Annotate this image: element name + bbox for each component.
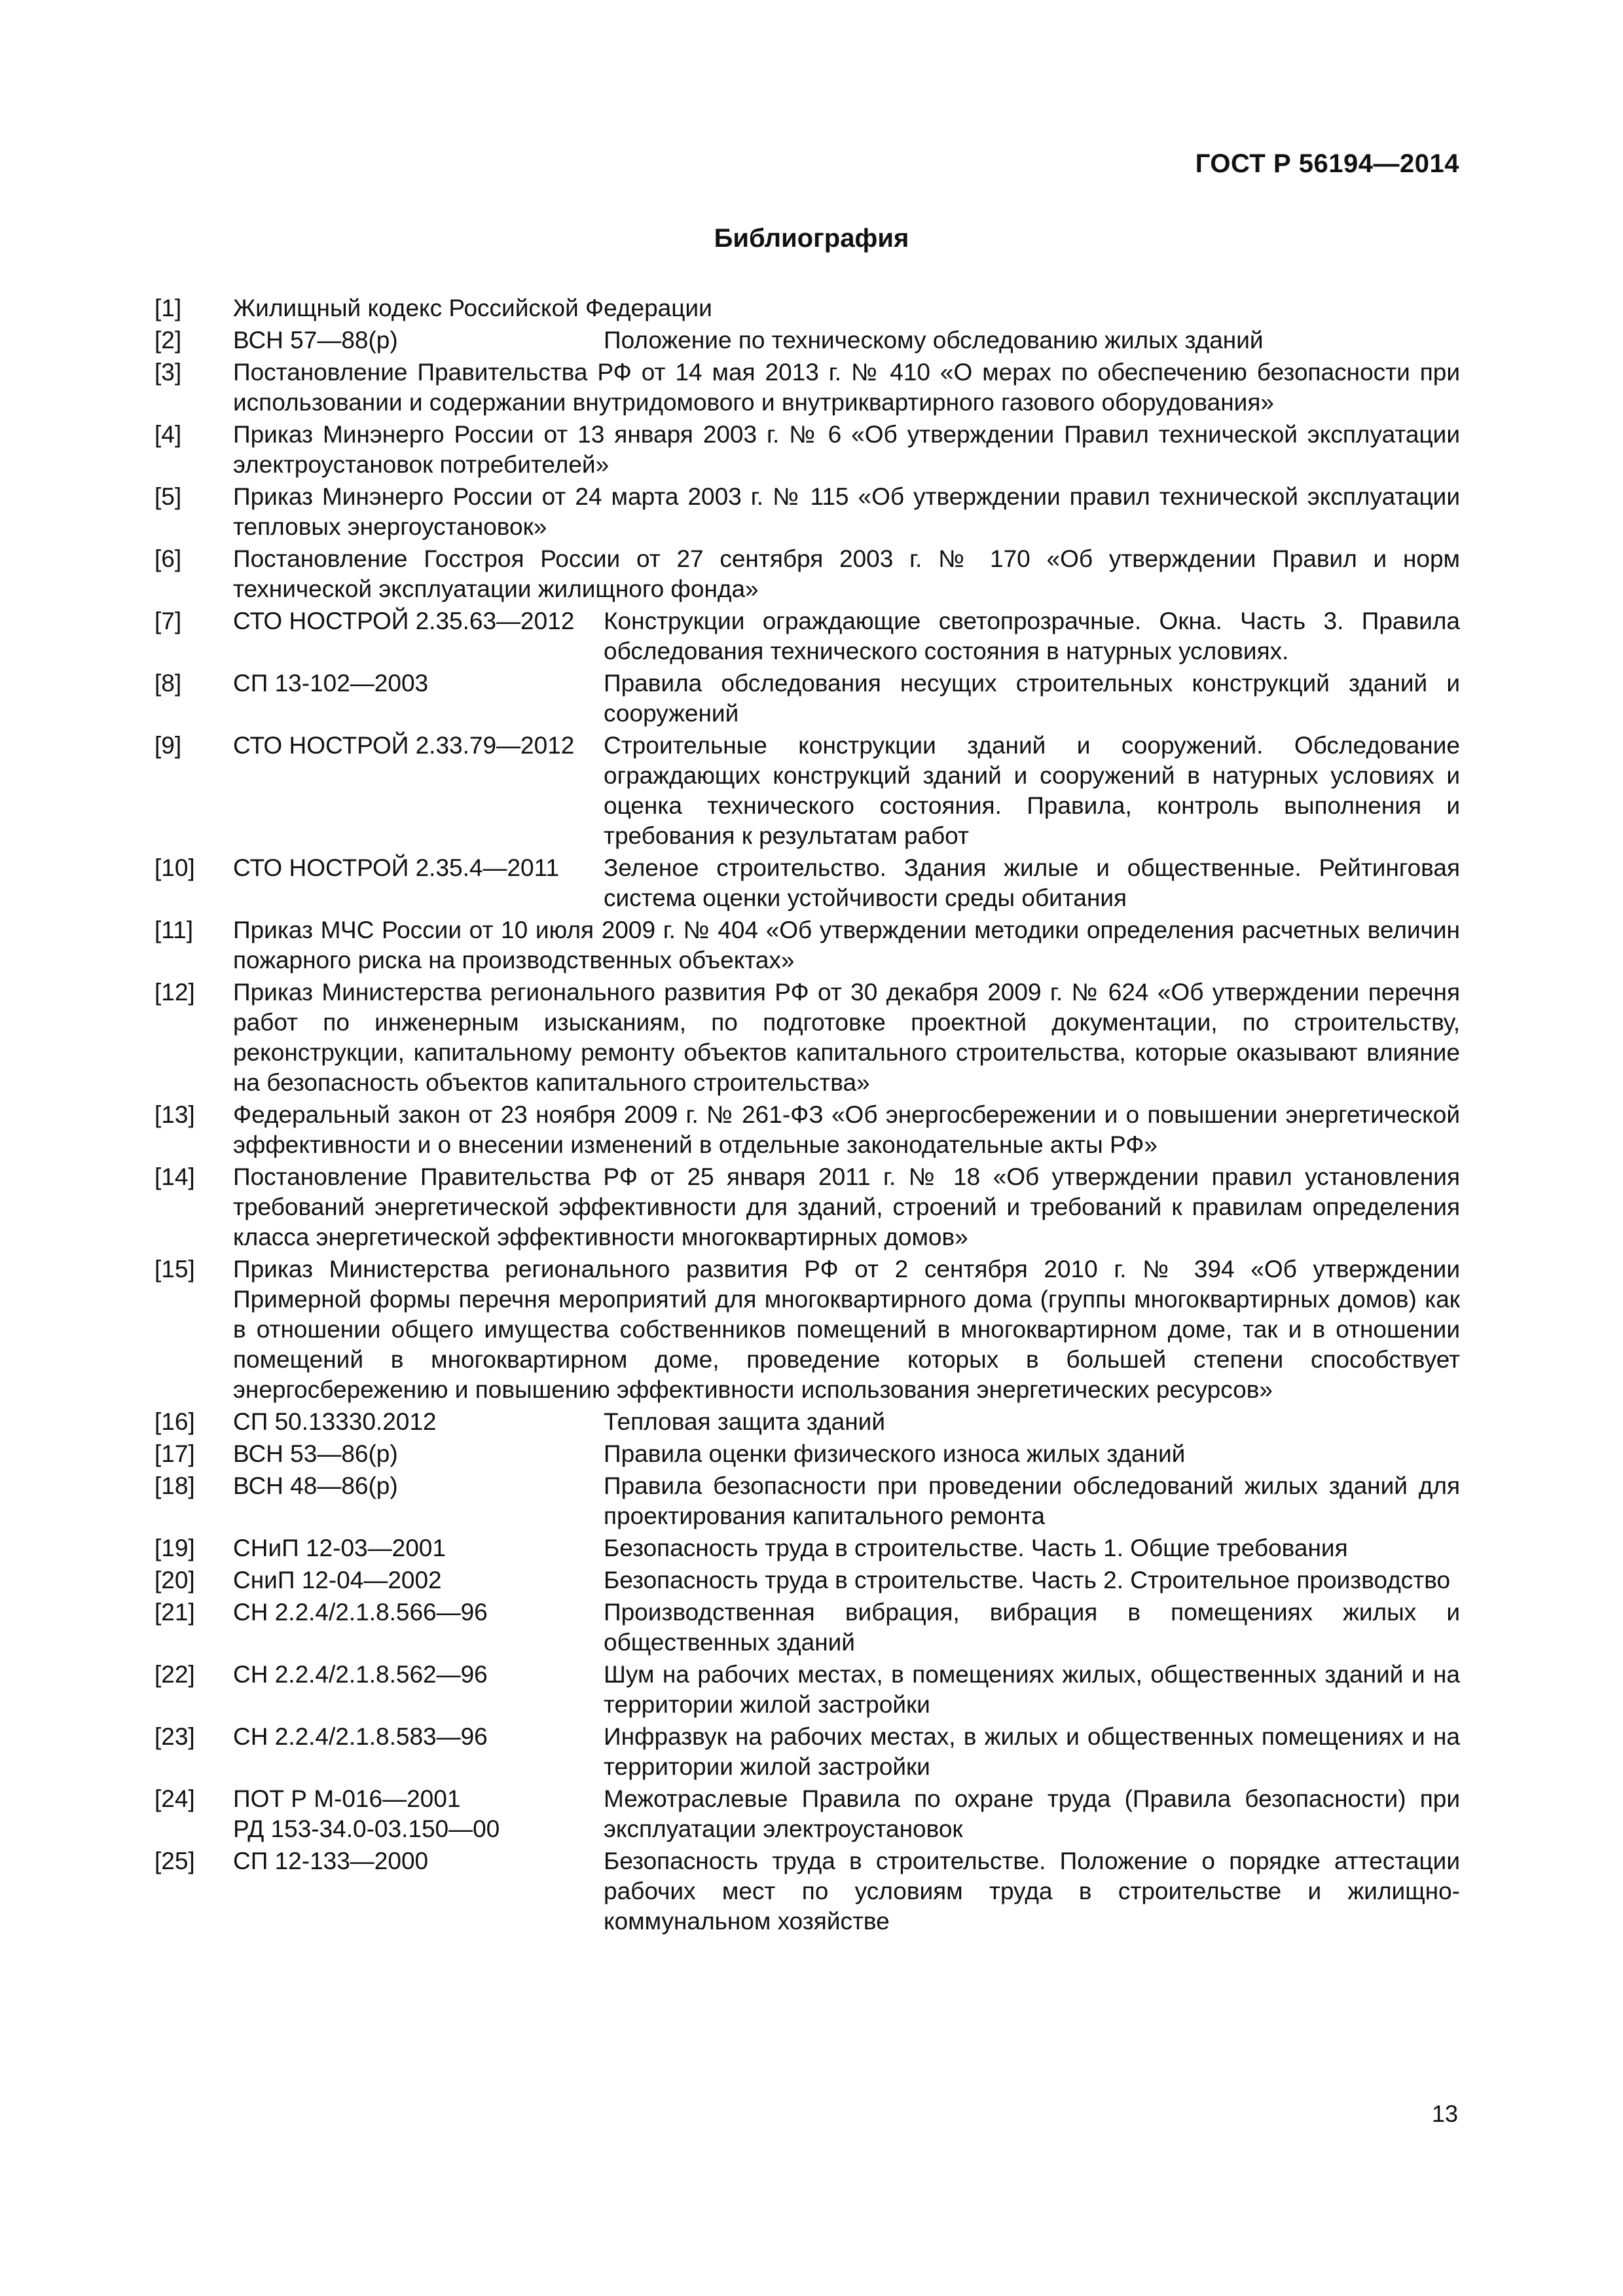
entry-code-group: [233, 1784, 604, 1844]
entry-text: Приказ Минэнерго России от 13 января 2003 г. № 6 «Об утверждении Правил технической эксплуатации электроустановок потребителей»: [233, 421, 1460, 478]
entry-code: ВСН 57—88(р): [233, 327, 398, 354]
entry-text: Федеральный закон от 23 ноября 2009 г. № 261-ФЗ «Об энергосбережении и о повышении энергетической эффективности и о внесении изменений в отдельные законодательные акты РФ»: [233, 1101, 1460, 1158]
entry-number: [9]: [155, 732, 182, 759]
entry-description: Строительные конструкции зданий и сооружений. Обследование ограждающих конструкций зданий и сооружений в натурных условиях и оценка технического состояния. Правила, контроль выполнения и требования к результатам работ: [604, 732, 1460, 849]
page-number: 13: [1431, 2100, 1458, 2127]
bibliography-entry: [155, 1471, 1460, 1531]
entry-number: [23]: [155, 1723, 195, 1750]
bibliography-entry: [155, 1784, 1460, 1844]
entry-description: Правила оценки физического износа жилых зданий: [604, 1440, 1186, 1467]
entry-code: СТО НОСТРОЙ 2.33.79—2012: [233, 732, 575, 759]
bibliography-entry: [155, 1722, 1460, 1782]
entry-code: СН 2.2.4/2.1.8.583—96: [233, 1723, 488, 1750]
entry-number: [25]: [155, 1848, 195, 1874]
entry-number: [12]: [155, 979, 195, 1006]
bibliography-entry: [155, 1565, 1460, 1595]
entry-text: Приказ Министерства регионального развития РФ от 30 декабря 2009 г. № 624 «Об утверждении перечня работ по инженерным изысканиям, по подготовке проектной документации, по строительству, реконструкции, капитальному ремонту объектов капитального строительства, которые оказывают влияние на безопасность объектов капитального строительства»: [233, 979, 1460, 1096]
bibliography-entry: [155, 606, 1460, 666]
entry-description: Положение по техническому обследованию жилых зданий: [604, 327, 1264, 354]
bibliography-entry: [155, 357, 1460, 418]
entry-code: СП 12-133—2000: [233, 1848, 429, 1874]
entry-number: [1]: [155, 295, 182, 321]
entry-number: [15]: [155, 1256, 195, 1283]
entry-code: СН 2.2.4/2.1.8.566—96: [233, 1599, 488, 1626]
entry-number: [13]: [155, 1101, 195, 1128]
bibliography-entry: [155, 1439, 1460, 1469]
entry-code: ВСН 53—86(р): [233, 1440, 398, 1467]
entry-description: Безопасность труда в строительстве. Часть 1. Общие требования: [604, 1535, 1348, 1561]
bibliography-entry: [155, 1597, 1460, 1658]
bibliography-entry: [155, 731, 1460, 851]
entry-number: [7]: [155, 608, 182, 634]
bibliography-entry: [155, 544, 1460, 604]
bibliography-entry: [155, 1254, 1460, 1405]
bibliography-entry: [155, 1660, 1460, 1720]
bibliography-entry: [155, 1407, 1460, 1437]
entry-code: СТО НОСТРОЙ 2.35.4—2011: [233, 854, 560, 881]
entry-description: Конструкции ограждающие светопрозрачные. Окна. Часть 3. Правила обследования технического состояния в натурных условиях.: [604, 608, 1460, 665]
entry-number: [5]: [155, 483, 182, 510]
entry-number: [24]: [155, 1785, 195, 1812]
entry-text: Постановление Госстроя России от 27 сентября 2003 г. № 170 «Об утверждении Правил и норм технической эксплуатации жилищного фонда»: [233, 545, 1460, 602]
entry-description: Инфразвук на рабочих местах, в жилых и общественных помещениях и на территории жилой застройки: [604, 1723, 1460, 1780]
document-code: ГОСТ Р 56194—2014: [1195, 149, 1459, 178]
entry-description: Правила обследования несущих строительных конструкций зданий и сооружений: [604, 670, 1460, 727]
entry-code: СП 50.13330.2012: [233, 1408, 437, 1435]
bibliography-entry: [155, 915, 1460, 975]
entry-number: [20]: [155, 1567, 195, 1594]
entry-code: СниП 12-04—2002: [233, 1567, 442, 1594]
bibliography-entry: [155, 420, 1460, 480]
bibliography-entry: [155, 293, 1460, 323]
entry-number: [14]: [155, 1163, 195, 1190]
entry-code: ВСН 48—86(р): [233, 1472, 398, 1499]
entry-number: [4]: [155, 421, 182, 448]
entry-description: Межотраслевые Правила по охране труда (Правила безопасности) при эксплуатации электроустановок: [604, 1785, 1460, 1842]
bibliography-entry: [155, 325, 1460, 355]
entry-number: [6]: [155, 545, 182, 572]
bibliography-list: [155, 293, 1460, 1939]
entry-description: Безопасность труда в строительстве. Положение о порядке аттестации рабочих мест по условиям труда в строительстве и жилищно-коммунальном хозяйстве: [604, 1848, 1460, 1935]
bibliography-entry: [155, 1100, 1460, 1160]
entry-number: [19]: [155, 1535, 195, 1561]
entry-description: Производственная вибрация, вибрация в помещениях жилых и общественных зданий: [604, 1599, 1460, 1656]
entry-number: [21]: [155, 1599, 195, 1626]
page-title: Библиография: [714, 224, 909, 253]
entry-number: [3]: [155, 359, 182, 386]
entry-code: СН 2.2.4/2.1.8.562—96: [233, 1661, 488, 1688]
entry-code: СТО НОСТРОЙ 2.35.63—2012: [233, 608, 575, 634]
entry-code: СНиП 12-03—2001: [233, 1535, 446, 1561]
entry-number: [8]: [155, 670, 182, 697]
bibliography-entry: [155, 1533, 1460, 1563]
entry-number: [17]: [155, 1440, 195, 1467]
entry-description: Шум на рабочих местах, в помещениях жилых, общественных зданий и на территории жилой застройки: [604, 1661, 1460, 1718]
bibliography-entry: [155, 977, 1460, 1098]
entry-number: [22]: [155, 1661, 195, 1688]
entry-code-secondary: РД 153-34.0-03.150—00: [233, 1815, 500, 1842]
bibliography-entry: [155, 853, 1460, 913]
entry-text: Постановление Правительства РФ от 25 января 2011 г. № 18 «Об утверждении правил установления требований энергетической эффективности для зданий, строений и требований к правилам определения класса энергетической эффективности многоквартирных домов»: [233, 1163, 1460, 1250]
entry-text: Жилищный кодекс Российской Федерации: [233, 295, 712, 321]
entry-text: Приказ МЧС России от 10 июля 2009 г. № 404 «Об утверждении методики определения расчетных величин пожарного риска на производственных объектах»: [233, 917, 1460, 974]
entry-code: СП 13-102—2003: [233, 670, 429, 697]
entry-number: [16]: [155, 1408, 195, 1435]
entry-number: [10]: [155, 854, 195, 881]
bibliography-entry: [155, 1846, 1460, 1937]
entry-description: Правила безопасности при проведении обследований жилых зданий для проектирования капитального ремонта: [604, 1472, 1460, 1529]
bibliography-entry: [155, 482, 1460, 542]
entry-code: ПОТ Р М-016—2001: [233, 1785, 461, 1812]
bibliography-entry: [155, 1162, 1460, 1252]
entry-number: [18]: [155, 1472, 195, 1499]
entry-number: [11]: [155, 917, 193, 943]
bibliography-entry: [155, 668, 1460, 729]
entry-description: Зеленое строительство. Здания жилые и общественные. Рейтинговая система оценки устойчивости среды обитания: [604, 854, 1460, 911]
entry-text: Приказ Министерства регионального развития РФ от 2 сентября 2010 г. № 394 «Об утверждении Примерной формы перечня мероприятий для многоквартирного дома (группы многоквартирных домов) как в отношении общего имущества собственников помещений в многоквартирном доме, так и в отношении помещений в многоквартирном доме, проведение которых в большей степени способствует энергосбережению и повышению эффективности использования энергетических ресурсов»: [233, 1256, 1460, 1403]
entry-text: Постановление Правительства РФ от 14 мая 2013 г. № 410 «О мерах по обеспечению безопасности при использовании и содержании внутридомового и внутриквартирного газового оборудования»: [233, 359, 1460, 416]
entry-text: Приказ Минэнерго России от 24 марта 2003 г. № 115 «Об утверждении правил технической эксплуатации тепловых энергоустановок»: [233, 483, 1460, 540]
entry-description: Тепловая защита зданий: [604, 1408, 885, 1435]
entry-number: [2]: [155, 327, 182, 354]
entry-description: Безопасность труда в строительстве. Часть 2. Строительное производство: [604, 1567, 1451, 1594]
